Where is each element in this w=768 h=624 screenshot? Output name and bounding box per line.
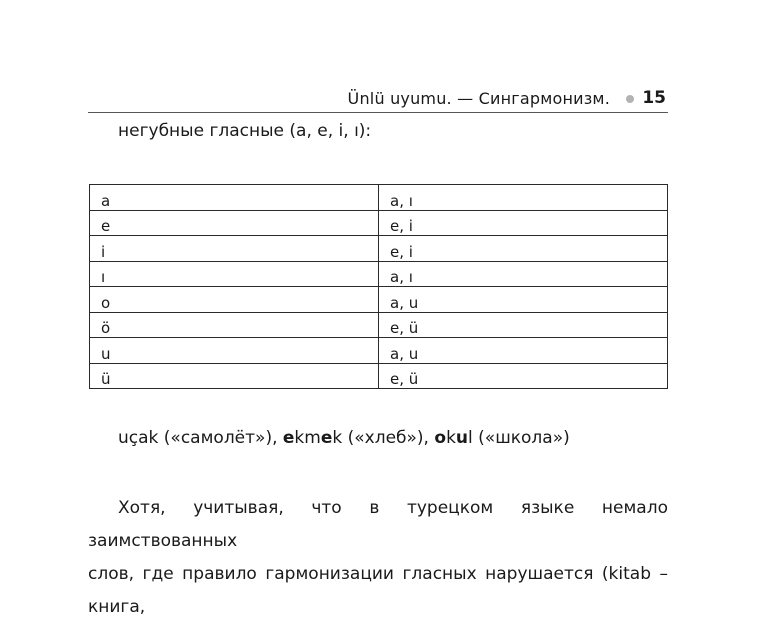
root-vowel-cell: o [90,287,379,313]
table-row [90,312,668,338]
suffix-vowels-cell: a, ı [379,185,668,211]
intro-line: негубные гласные (a, e, i, ı): [118,121,372,141]
example-gloss-2: («хлеб»), [342,428,435,448]
vowel-harmony-table [89,184,668,389]
suffix-vowels-cell: a, u [379,287,668,313]
suffix-vowels-cell: e, ü [379,363,668,389]
root-vowel-cell: ö [90,312,379,338]
root-vowel-cell: i [90,236,379,262]
table-row [90,210,668,236]
table-row [90,185,668,211]
word-part: l [468,428,473,448]
root-vowel-cell: u [90,338,379,364]
suffix-vowels-cell: e, i [379,210,668,236]
suffix-vowels-cell: e, i [379,236,668,262]
table-row [90,338,668,364]
suffix-vowels-cell: a, u [379,338,668,364]
example-words [118,428,570,448]
chapter-title: Ünlü uyumu. — Сингармонизм. [347,89,610,108]
table-row [90,236,668,262]
highlight-vowel: e [320,428,333,448]
example-gloss-1: («самолёт»), [158,428,283,448]
highlight-vowel: e [282,428,295,448]
word-part: km [294,428,321,448]
root-vowel-cell: ü [90,363,379,389]
root-vowel-cell: e [90,210,379,236]
highlight-vowel: u [455,428,469,448]
bullet-dot-icon [626,95,634,103]
suffix-vowels-cell: a, ı [379,261,668,287]
table-row [90,363,668,389]
highlight-vowel: o [434,428,447,448]
root-vowel-cell: a [90,185,379,211]
paragraph-line: слов, где правило гармонизации гласных нарушается (kitab – книга, [88,564,668,617]
example-word-ucak: uçak [118,428,159,448]
body-paragraph [88,492,668,624]
root-vowel-cell: ı [90,261,379,287]
table-row [90,261,668,287]
page-number: 15 [642,88,666,108]
running-header [88,88,668,113]
example-gloss-3: («школа») [472,428,570,448]
table-row [90,287,668,313]
paragraph-line: Хотя, учитывая, что в турецком языке немало заимствованных [88,498,668,551]
word-part: k [332,428,343,448]
suffix-vowels-cell: e, ü [379,312,668,338]
word-part: k [446,428,456,448]
